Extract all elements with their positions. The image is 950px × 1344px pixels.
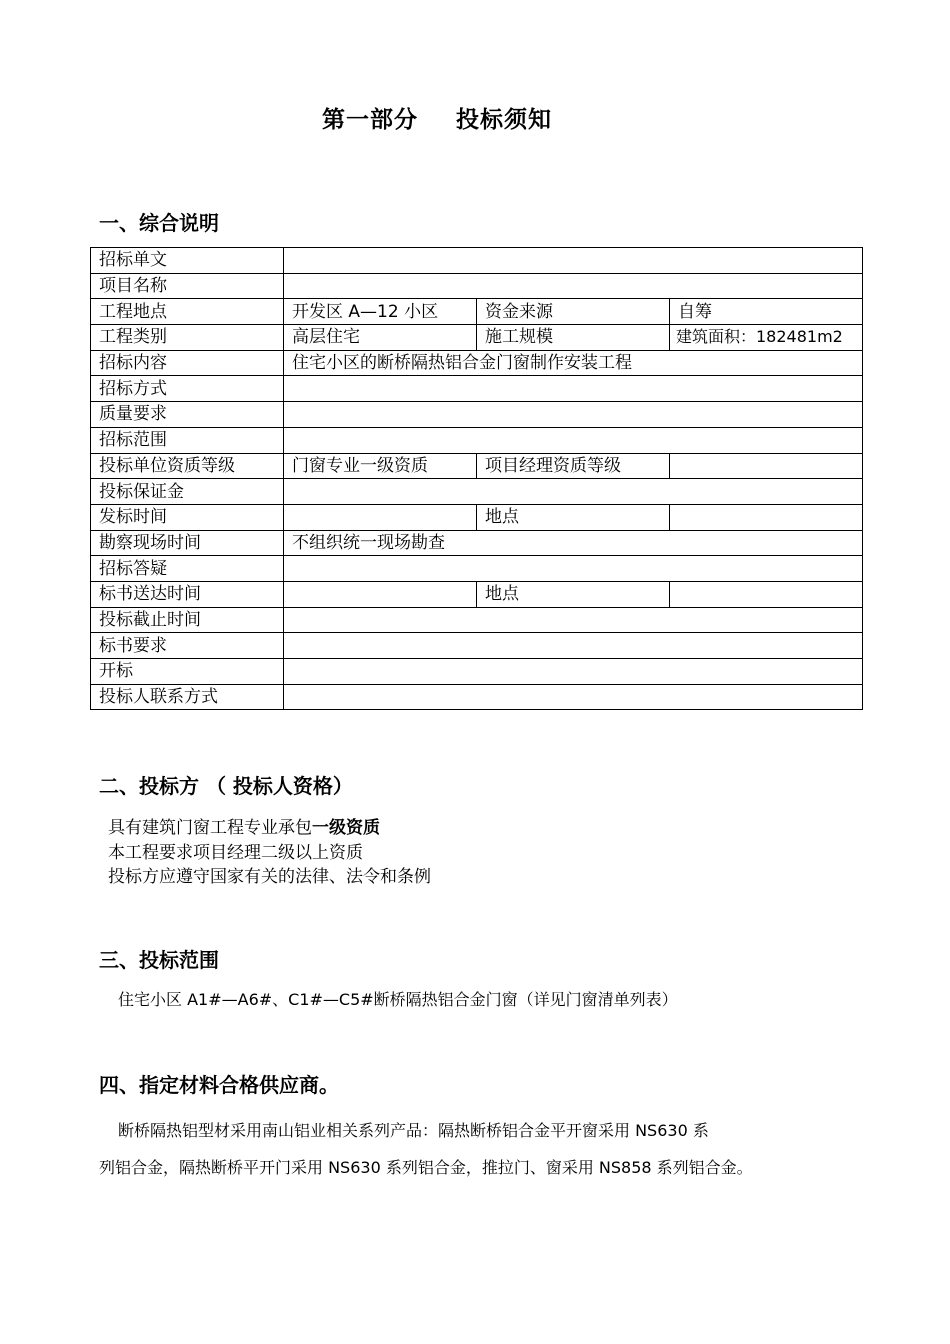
row-label: 投标单位资质等级 <box>91 453 284 479</box>
row-label: 标书送达时间 <box>91 581 284 607</box>
row-value-2: 自筹 <box>670 299 863 325</box>
title-part: 第一部分 <box>322 107 418 133</box>
table-row <box>91 427 863 453</box>
table-row <box>91 376 863 402</box>
row-label: 投标截止时间 <box>91 607 284 633</box>
section1-heading: 一、综合说明 <box>99 211 219 235</box>
row-value <box>284 504 477 530</box>
row-value-2 <box>670 504 863 530</box>
row-value <box>284 248 863 274</box>
row-label-2: 项目经理资质等级 <box>477 453 670 479</box>
row-value: 开发区 A—12 小区 <box>284 299 477 325</box>
qualification-line-1 <box>108 813 380 838</box>
qualification-line-1-prefix: 具有建筑门窗工程专业承包 <box>108 818 312 838</box>
table-row <box>91 325 863 351</box>
row-value <box>284 607 863 633</box>
row-label: 工程地点 <box>91 299 284 325</box>
table-row <box>91 479 863 505</box>
table-row <box>91 453 863 479</box>
section4-heading: 四、指定材料合格供应商。 <box>99 1073 339 1097</box>
general-info-table <box>90 247 863 710</box>
table-row <box>91 633 863 659</box>
row-label-2: 施工规模 <box>477 325 670 351</box>
table-row <box>91 684 863 710</box>
row-label: 投标人联系方式 <box>91 684 284 710</box>
row-label: 项目名称 <box>91 273 284 299</box>
qualification-line-2: 本工程要求项目经理二级以上资质 <box>108 843 363 863</box>
supplier-line-1: 断桥隔热铝型材采用南山铝业相关系列产品：隔热断桥铝合金平开窗采用 NS630 系 <box>118 1121 709 1140</box>
row-label: 勘察现场时间 <box>91 530 284 556</box>
table-row <box>91 659 863 685</box>
table-row <box>91 248 863 274</box>
table-row <box>91 556 863 582</box>
row-value: 不组织统一现场勘查 <box>284 530 863 556</box>
row-label: 投标保证金 <box>91 479 284 505</box>
row-label: 招标答疑 <box>91 556 284 582</box>
row-value <box>284 581 477 607</box>
row-label: 标书要求 <box>91 633 284 659</box>
row-label-2: 资金来源 <box>477 299 670 325</box>
row-value <box>284 684 863 710</box>
row-label: 开标 <box>91 659 284 685</box>
row-value <box>284 273 863 299</box>
table-row <box>91 350 863 376</box>
row-value-2 <box>670 453 863 479</box>
title-name: 投标须知 <box>456 107 552 133</box>
table-row <box>91 299 863 325</box>
row-value <box>284 659 863 685</box>
table-row <box>91 273 863 299</box>
qualification-line-3: 投标方应遵守国家有关的法律、法令和条例 <box>108 867 431 887</box>
row-value-2: 建筑面积：182481m2 <box>670 325 863 351</box>
row-value <box>284 427 863 453</box>
row-label-2: 地点 <box>477 504 670 530</box>
row-label: 工程类别 <box>91 325 284 351</box>
row-label: 质量要求 <box>91 402 284 428</box>
row-label: 招标内容 <box>91 350 284 376</box>
row-value <box>284 479 863 505</box>
supplier-line-2: 列铝合金，隔热断桥平开门采用 NS630 系列铝合金，推拉门、窗采用 NS858 系列铝合金。 <box>99 1158 753 1177</box>
row-value <box>284 633 863 659</box>
section2-heading: 二、投标方 （ 投标人资格） <box>99 774 353 798</box>
row-label: 招标方式 <box>91 376 284 402</box>
scope-text: 住宅小区 A1#—A6#、C1#—C5#断桥隔热铝合金门窗（详见门窗清单列表） <box>118 990 678 1009</box>
row-label: 发标时间 <box>91 504 284 530</box>
row-value: 高层住宅 <box>284 325 477 351</box>
table-row <box>91 402 863 428</box>
table-row <box>91 504 863 530</box>
row-value-2 <box>670 581 863 607</box>
page-title <box>0 101 874 134</box>
qualification-line-1-bold: 一级资质 <box>312 818 380 838</box>
row-value <box>284 376 863 402</box>
section3-heading: 三、投标范围 <box>99 948 219 972</box>
row-label: 招标范围 <box>91 427 284 453</box>
row-label-2: 地点 <box>477 581 670 607</box>
table-row <box>91 530 863 556</box>
table-row <box>91 581 863 607</box>
row-value: 门窗专业一级资质 <box>284 453 477 479</box>
row-value <box>284 556 863 582</box>
table-row <box>91 607 863 633</box>
row-value <box>284 402 863 428</box>
row-value: 住宅小区的断桥隔热铝合金门窗制作安装工程 <box>284 350 863 376</box>
row-label: 招标单文 <box>91 248 284 274</box>
